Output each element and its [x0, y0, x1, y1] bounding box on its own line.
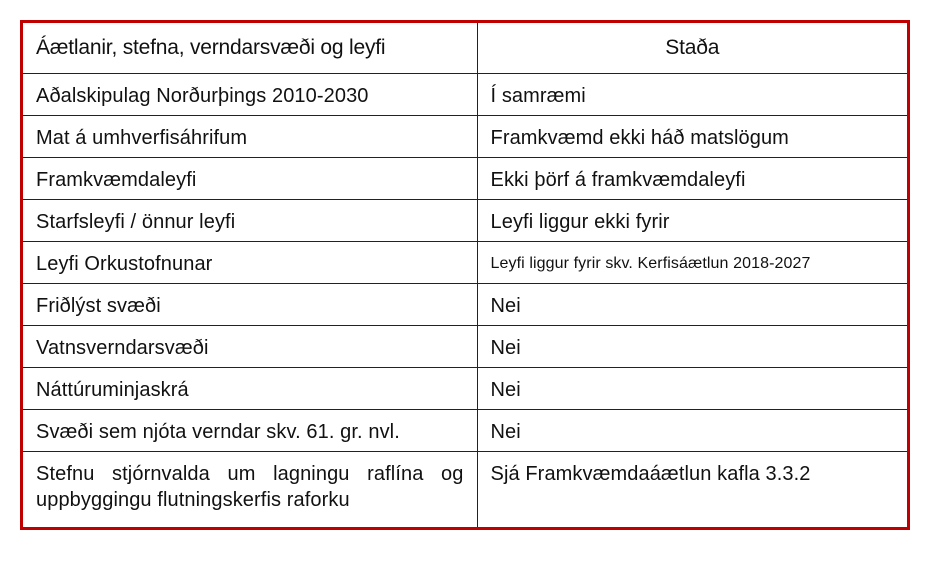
table-row	[23, 410, 907, 452]
row-status: Leyfi liggur fyrir skv. Kerfisáætlun 2018-2027	[477, 242, 907, 284]
table-row	[23, 116, 907, 158]
row-item: Friðlýst svæði	[23, 284, 477, 326]
plans-permits-table	[23, 23, 907, 527]
table-row	[23, 242, 907, 284]
row-item: Svæði sem njóta verndar skv. 61. gr. nvl.	[23, 410, 477, 452]
table-row	[23, 74, 907, 116]
row-status: Framkvæmd ekki háð matslögum	[477, 116, 907, 158]
table-row	[23, 368, 907, 410]
row-item: Vatnsverndarsvæði	[23, 326, 477, 368]
row-item: Stefnu stjórnvalda um lagningu raflína og uppbyggingu flutningskerfis raforku	[23, 452, 477, 527]
row-item: Framkvæmdaleyfi	[23, 158, 477, 200]
table-row	[23, 326, 907, 368]
row-item: Leyfi Orkustofnunar	[23, 242, 477, 284]
table-row	[23, 158, 907, 200]
table-row	[23, 452, 907, 527]
table-row	[23, 200, 907, 242]
row-item: Mat á umhverfisáhrifum	[23, 116, 477, 158]
header-plans-permits: Áætlanir, stefna, verndarsvæði og leyfi	[23, 23, 477, 74]
row-status: Nei	[477, 284, 907, 326]
row-item: Náttúruminjaskrá	[23, 368, 477, 410]
row-status: Ekki þörf á framkvæmdaleyfi	[477, 158, 907, 200]
row-status: Leyfi liggur ekki fyrir	[477, 200, 907, 242]
header-status: Staða	[477, 23, 907, 74]
table-row	[23, 284, 907, 326]
row-item: Starfsleyfi / önnur leyfi	[23, 200, 477, 242]
row-item: Aðalskipulag Norðurþings 2010-2030	[23, 74, 477, 116]
row-status: Nei	[477, 326, 907, 368]
row-status: Nei	[477, 368, 907, 410]
row-status: Nei	[477, 410, 907, 452]
row-status: Sjá Framkvæmdaáætlun kafla 3.3.2	[477, 452, 907, 527]
status-table-frame	[20, 20, 910, 530]
row-status: Í samræmi	[477, 74, 907, 116]
table-header-row	[23, 23, 907, 74]
